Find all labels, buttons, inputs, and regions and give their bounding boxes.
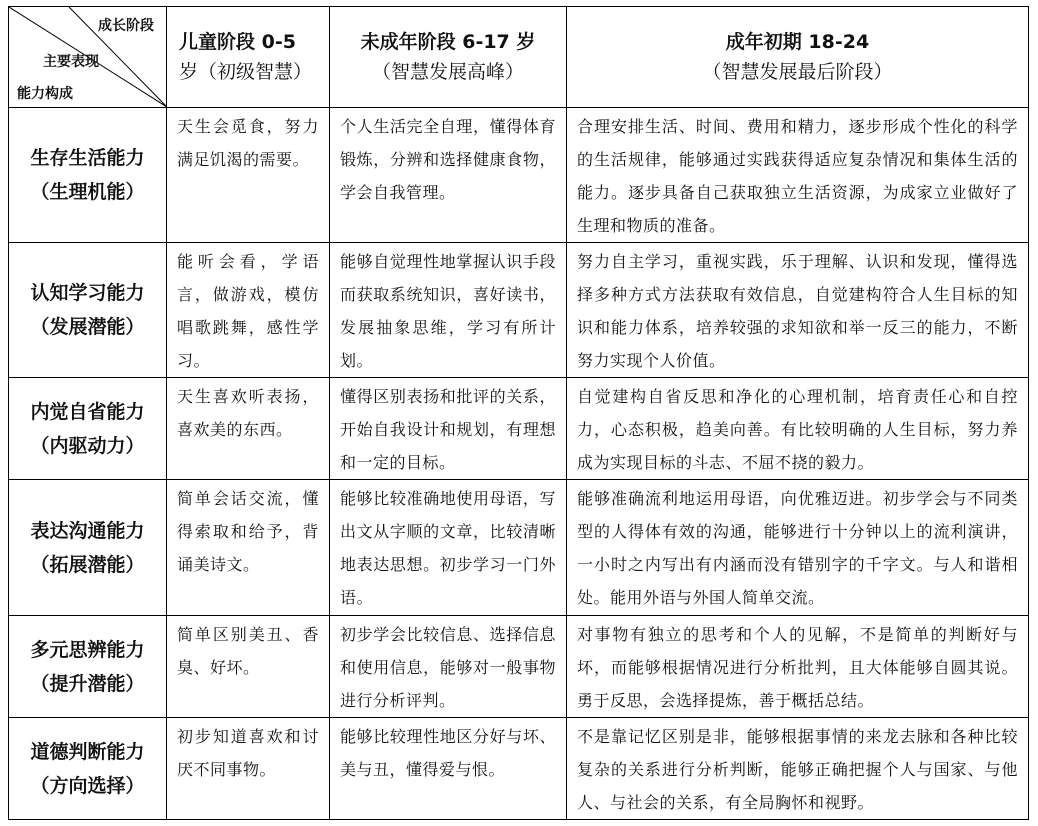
- child-cell: 初步知道喜欢和讨厌不同事物。: [167, 718, 330, 820]
- minor-cell: 懂得区别表扬和批评的关系，开始自我设计和规划，有理想和一定的目标。: [330, 378, 567, 480]
- child-cell: 天生喜欢听表扬，喜欢美的东西。: [167, 378, 330, 480]
- ability-name: 生存生活能力: [30, 147, 145, 169]
- child-cell: 简单区别美丑、香臭、好坏。: [167, 616, 330, 718]
- table-row: [9, 243, 1029, 378]
- column-title: 儿童阶段 0-5: [179, 31, 296, 53]
- column-header-minor: [330, 7, 567, 108]
- column-subtitle: 岁（初级智慧）: [179, 61, 313, 83]
- adult-cell: 能够准确流利地运用母语，向优雅迈进。初步学会与不同类型的人得体有效的沟通，能够进行十分钟以上的流利演讲，一小时之内写出有内涵而没有错别字的千字文。与人和谐相处。能用外语与外国人简单交流。: [567, 480, 1029, 616]
- minor-cell: 能够比较理性地区分好与坏、美与丑，懂得爱与恨。: [330, 718, 567, 820]
- row-header: [9, 378, 167, 480]
- ability-sub: （内驱动力）: [30, 434, 145, 457]
- minor-cell: 初步学会比较信息、选择信息和使用信息，能够对一般事物进行分析评判。: [330, 616, 567, 718]
- corner-performance-label: 主要表现: [43, 54, 99, 70]
- child-cell: 简单会话交流，懂得索取和给予，背诵美诗文。: [167, 480, 330, 616]
- column-header-adult: [567, 7, 1029, 108]
- row-header: [9, 616, 167, 718]
- ability-name: 表达沟通能力: [30, 519, 145, 542]
- row-header: [9, 480, 167, 616]
- child-cell: 能听会看，学语言，做游戏，模仿唱歌跳舞，感性学习。: [167, 243, 330, 378]
- ability-name: 内觉自省能力: [30, 400, 145, 423]
- adult-cell: 自觉建构自省反思和净化的心理机制，培育责任心和自控力，心态积极，趋美向善。有比较明确的人生目标，努力养成为实现目标的斗志、不屈不挠的毅力。: [567, 378, 1029, 480]
- ability-sub: （提升潜能）: [30, 672, 145, 695]
- header-row: [9, 7, 1029, 108]
- ability-sub: （拓展潜能）: [30, 553, 145, 576]
- table-row: [9, 718, 1029, 820]
- minor-cell: 能够比较准确地使用母语，写出文从字顺的文章，比较清晰地表达思想。初步学习一门外语。: [330, 480, 567, 616]
- adult-cell: 合理安排生活、时间、费用和精力，逐步形成个性化的科学的生活规律，能够通过实践获得适应复杂情况和集体生活的能力。逐步具备自己获取独立生活资源，为成家立业做好了生理和物质的准备。: [567, 108, 1029, 243]
- row-header: [9, 718, 167, 820]
- row-header: [9, 108, 167, 243]
- ability-sub: （生理机能）: [30, 181, 145, 203]
- corner-cell: [9, 7, 167, 108]
- adult-cell: 对事物有独立的思考和个人的见解，不是简单的判断好与坏，而能够根据情况进行分析批判，且大体能够自圆其说。勇于反思，会选择提炼，善于概括总结。: [567, 616, 1029, 718]
- minor-cell: 个人生活完全自理，懂得体育锻炼，分辨和选择健康食物，学会自我管理。: [330, 108, 567, 243]
- column-title: 成年初期 18-24: [725, 31, 870, 53]
- column-header-child: [167, 7, 330, 108]
- ability-table: [8, 6, 1029, 820]
- ability-name: 认知学习能力: [30, 282, 145, 304]
- ability-sub: （方向选择）: [30, 774, 145, 797]
- ability-name: 多元思辨能力: [30, 638, 145, 661]
- table-row: [9, 480, 1029, 616]
- ability-sub: （发展潜能）: [30, 316, 145, 338]
- table-row: [9, 616, 1029, 718]
- table-row: [9, 378, 1029, 480]
- row-header: [9, 243, 167, 378]
- adult-cell: 努力自主学习，重视实践，乐于理解、认识和发现，懂得选择多种方式方法获取有效信息，自觉建构符合人生目标的知识和能力体系，培养较强的求知欲和举一反三的能力，不断努力实现个人价值。: [567, 243, 1029, 378]
- column-title: 未成年阶段 6-17 岁: [360, 31, 536, 53]
- child-cell: 天生会觅食，努力满足饥渴的需要。: [167, 108, 330, 243]
- table-row: [9, 108, 1029, 243]
- corner-ability-label: 能力构成: [17, 86, 73, 102]
- column-subtitle: （智慧发展最后阶段）: [702, 61, 893, 83]
- corner-stage-label: 成长阶段: [98, 18, 154, 34]
- adult-cell: 不是靠记忆区别是非，能够根据事情的来龙去脉和各种比较复杂的关系进行分析判断，能够正确把握个人与国家、与他人、与社会的关系，有全局胸怀和视野。: [567, 718, 1029, 820]
- ability-name: 道德判断能力: [30, 740, 145, 763]
- column-subtitle: （智慧发展高峰）: [371, 61, 524, 83]
- minor-cell: 能够自觉理性地掌握认识手段而获取系统知识，喜好读书，发展抽象思维，学习有所计划。: [330, 243, 567, 378]
